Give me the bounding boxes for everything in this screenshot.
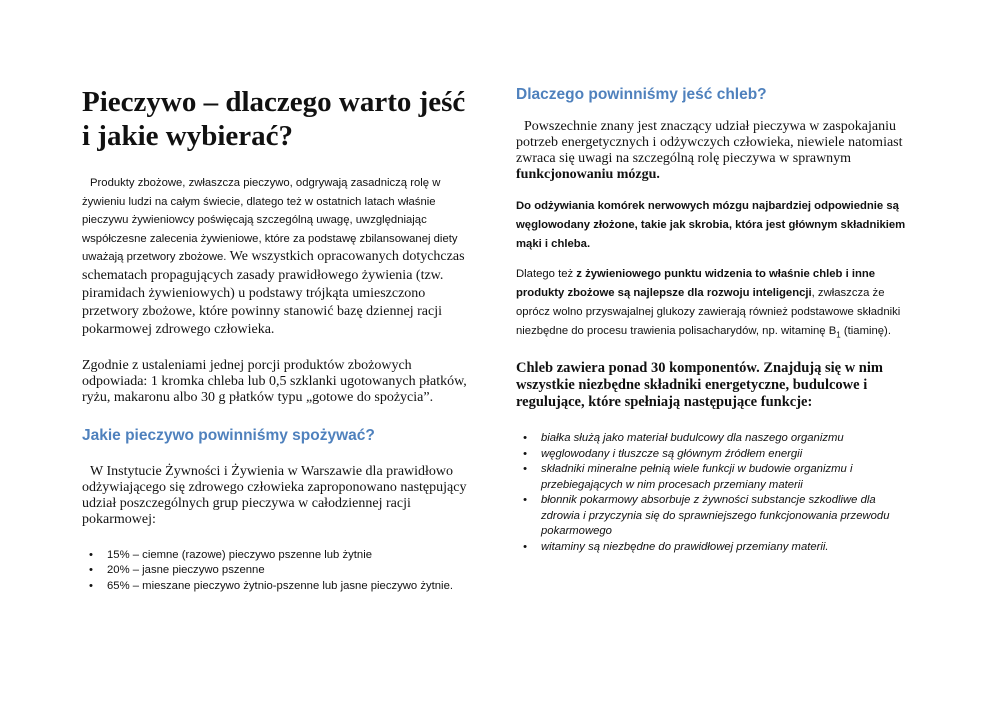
- components-heading: Chleb zawiera ponad 30 komponentów. Znajdują się w nim wszystkie niezbędne składniki energetyczne, budulcowe i regulujące, które spełniają następujące funkcje:: [516, 360, 883, 411]
- intelligence-paragraph: [516, 265, 916, 344]
- brain-paragraph-text: Powszechnie znany jest znaczący udział pieczywa w zaspokajaniu potrzeb energetycznych i odżywczych człowieka, niewiele natomiast zwraca się uwagi na szczególną rolę pieczywa w sprawnym: [516, 119, 903, 166]
- list-item: • 65% – mieszane pieczywo żytnio-pszenne lub jasne pieczywo żytnie.: [82, 579, 477, 595]
- list-item: • 20% – jasne pieczywo pszenne: [82, 563, 477, 579]
- brain-paragraph-bold: funkcjonowaniu mózgu.: [516, 167, 660, 182]
- list-item: • węglowodany i tłuszcze są głównym źródłem energii: [516, 447, 916, 463]
- brain-paragraph: [516, 119, 916, 183]
- intelligence-start: Dlatego też: [516, 268, 577, 280]
- list-item: • białka służą jako materiał budulcowy dla naszego organizmu: [516, 431, 916, 447]
- list-item: • witaminy są niezbędne do prawidłowej przemiany materii.: [516, 540, 916, 556]
- intro-serif-text: We wszystkich opracowanych dotychczas schematach propagujących zasady prawidłowego żywienia (tzw. piramidach żywieniowych) u podstawy trójkąta umieszczono przetwory zbożowe, które powinny stanowić bazę dziennej racji pokarmowej zdrowego człowieka.: [82, 249, 465, 337]
- list-item: • składniki mineralne pełnią wiele funkcji w budowie organizmu i przebiegających w nim procesach przemiany materii: [516, 462, 916, 493]
- institute-paragraph: W Instytucie Żywności i Żywienia w Warszawie dla prawidłowo odżywiającego się zdrowego człowieka zaproponowano następujący udział poszczególnych grup pieczywa w całodziennej racji pokarmowej:: [82, 463, 467, 527]
- vitamin-subscript: 1: [836, 330, 841, 340]
- list-item: • błonnik pokarmowy absorbuje z żywności substancje szkodliwe dla zdrowia i przyczynia się do sprawniejszego funkcjonowania przewodu pokarmowego: [516, 493, 916, 540]
- list-item: • 15% – ciemne (razowe) pieczywo pszenne lub żytnie: [82, 548, 477, 564]
- intelligence-bold: z żywieniowego punktu widzenia to właśnie chleb i inne produkty zbożowe są najlepsze dla rozwoju inteligencji: [516, 268, 876, 299]
- intro-paragraph: [82, 173, 477, 338]
- title-line-2: i jakie wybierać?: [82, 120, 294, 152]
- functions-list: [516, 431, 916, 555]
- page-title: [82, 85, 477, 153]
- intelligence-end: (tiaminę).: [840, 325, 891, 337]
- bread-share-list: [82, 548, 477, 595]
- intro-sans-text: Produkty zbożowe, zwłaszcza pieczywo, odgrywają zasadniczą rolę w żywieniu ludzi na całym świecie, dlatego też w ostatnich latach właśnie pieczywu żywieniowcy poświęcają szczególną uwagę, uwzględniając współczesne zalecenia żywieniowe, które za podstawę zbilansowanej diety uważają przetwory zbożowe.: [82, 177, 458, 263]
- section-heading-which-bread: Jakie pieczywo powinniśmy spożywać?: [82, 426, 375, 444]
- portion-paragraph: Zgodnie z ustaleniami jednej porcji produktów zbożowych odpowiada: 1 kromka chleba lub 0,5 szklanki ugotowanych płatków, ryżu, makaronu albo 30 g płatków typu „gotowe do spożycia”.: [82, 357, 467, 405]
- section-heading-why-bread: Dlaczego powinniśmy jeść chleb?: [516, 86, 767, 103]
- nerve-cells-paragraph: Do odżywiania komórek nerwowych mózgu najbardziej odpowiednie są węglowodany złożone, takie jak skrobia, która jest głównym składnikiem mąki i chleba.: [516, 200, 906, 250]
- left-column: [82, 85, 477, 594]
- title-line-1: Pieczywo – dlaczego warto jeść: [82, 86, 466, 118]
- intelligence-rest: , zwłaszcza że oprócz wolno przyswajalnej glukozy zawierają również podstawowe składniki niezbędne do procesu trawienia polisacharydów, np. witaminę B: [516, 287, 901, 337]
- right-column: [516, 85, 916, 555]
